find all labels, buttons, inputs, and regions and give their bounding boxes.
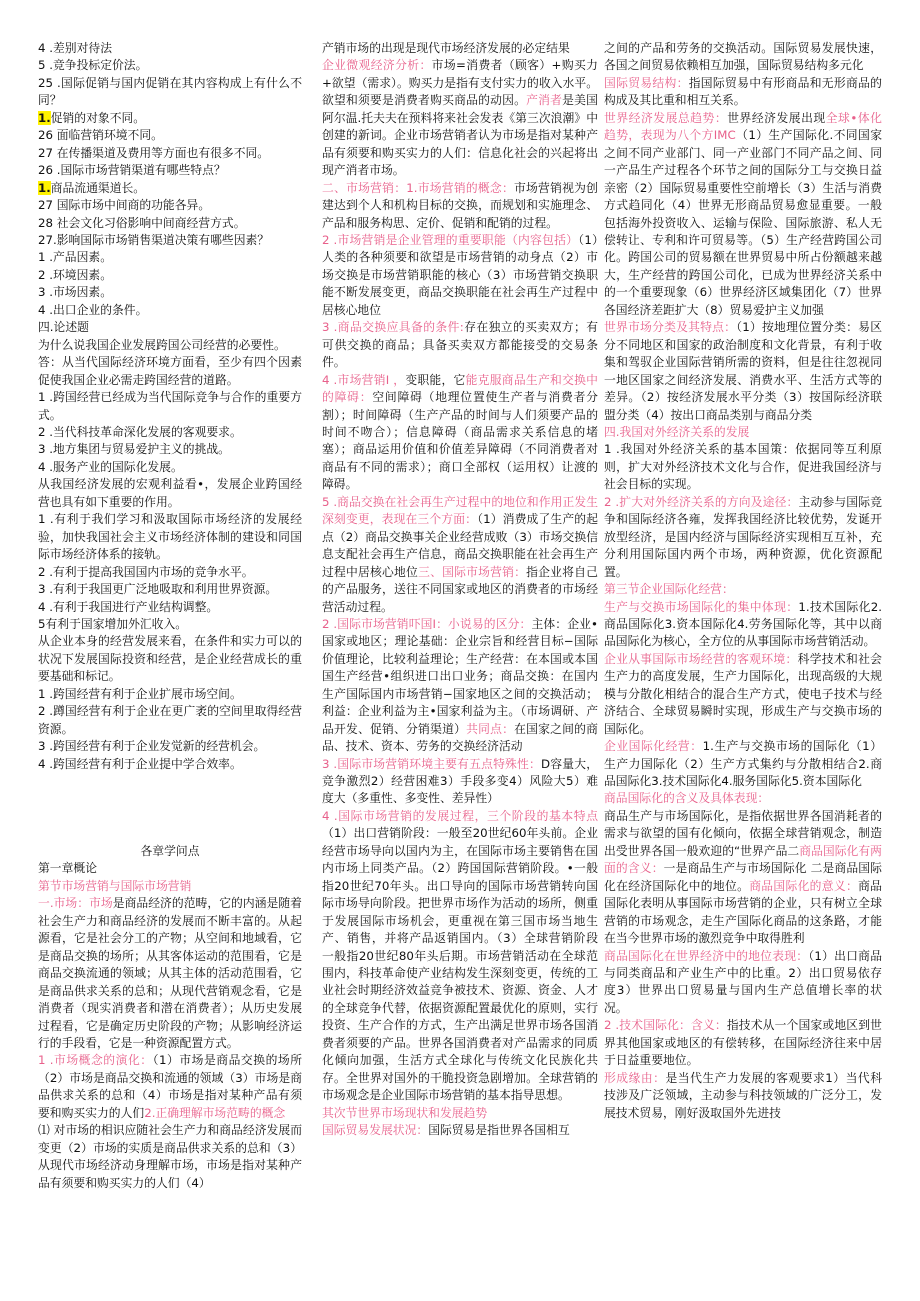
body-text: 4 .服务产业的国际化发展。 xyxy=(38,459,183,474)
paragraph xyxy=(322,756,598,808)
body-text: 产销市场的出现是现代市场经济发展的必定结果 xyxy=(322,41,570,55)
paragraph xyxy=(38,738,302,755)
highlighted-heading-text: 4 .市场营销I ， xyxy=(322,372,406,387)
highlighted-heading-text: 世界经济发展总趋势： xyxy=(604,110,728,125)
body-text: 是美国阿尔温.托夫夫在预料将来社会发表《第三次浪潮》中创建的新词。企业市场营销者认为市场是指对某种产品有须要和购买实力的人们：信息化社会的兴起将出现产消者市场。 xyxy=(322,93,598,178)
body-text: 从我国经济发展的宏观利益看•，发展企业跨国经营也具有如下重要的作用。 xyxy=(38,477,302,509)
highlighted-heading-text: 世界市场分类及其特点： xyxy=(604,320,737,335)
body-text: 第一章概论 xyxy=(38,861,97,876)
body-text: 之间的产品和劳务的交换活动。国际贸易发展快速，各国之间贸易依赖相互加强，国际贸易结构多元化 xyxy=(604,41,882,73)
body-text: 3 .地方集团与贸易爱护主义的挑战。 xyxy=(38,442,230,457)
paragraph xyxy=(38,895,302,1052)
paragraph xyxy=(38,75,302,110)
body-text: 空间障碍（地理位置使生产者与消费者分割）；时间障碍（生产产品的时间与人们须要产品的时间不吻合）；信息障碍（商品需求关系信息的堵塞）；商品运用价值和价值差异障碍（不同消费者对商品有不同的需求）；商口全部权（运用权）让渡的障碍。 xyxy=(322,390,598,492)
body-text: 2 .蹲国经营有利于企业在更广袤的空间里取得经营资源。 xyxy=(38,704,302,736)
body-text: 从企业本身的经营发展来看，在条件和实力可以的状况下发展国际投资和经营，是企业经营成长的重要基础和标记。 xyxy=(38,634,302,684)
highlighted-heading-text: 商品国际化在世界经济中的地位表现： xyxy=(604,948,809,963)
body-text: 一是商品生产与市场国际化 二是商品国际化在经济国际化中的地位。 xyxy=(604,861,882,893)
body-text: 4 .跨国经营有利于企业提中学合效率。 xyxy=(38,756,242,771)
body-text: 1 .有利于我们学习和汲取国际市场经济的发展经验，加快我国社会主义市场经济体制的建设和同国际市场经济体系的接轨。 xyxy=(38,512,302,562)
body-text: ⑴ 对市场的相识应随社会生产力和商品经济发展而变更（2）市场的实质是商品供求关系的总和（3）从现代市场经济动身理解市场，市场是指对某种产品有须要和购买实力的人们（4） xyxy=(38,1123,302,1190)
paragraph xyxy=(322,616,598,756)
paragraph xyxy=(38,441,302,458)
highlighted-heading-text: 全球•体化趋势，表现为八个方IMC xyxy=(604,110,882,143)
body-text: 1 .跨国经营有利于企业扩展市场空间。 xyxy=(38,686,242,701)
body-text: 5有利于国家增加外汇收入。 xyxy=(38,616,188,631)
highlighted-heading-text: 第节市场营销与国际市场营销 xyxy=(38,878,192,893)
highlighted-heading-text: 2 .市场营销是企业管理的重要职能（内容包括） xyxy=(322,232,579,247)
body-text: 2 .有利于提高我国国内市场的竞争水平。 xyxy=(38,564,254,579)
body-text: 5 .竞争投标定价法。 xyxy=(38,58,148,73)
paragraph xyxy=(322,180,598,232)
paragraph xyxy=(604,1017,882,1069)
paragraph xyxy=(322,1122,598,1139)
paragraph xyxy=(38,145,302,162)
paragraph xyxy=(38,215,302,232)
column-right xyxy=(604,40,882,1122)
highlighted-heading-text: 1 .市场概念的演化： xyxy=(38,1053,153,1068)
paragraph xyxy=(38,354,302,389)
body-text: 市场营销视为创建达到个人和机构目标的交换，而规划和实施理念、产品和服务构思、定价、促销和配销的过程。 xyxy=(322,180,598,230)
paragraph xyxy=(38,162,302,179)
body-text: 2 .环境因素。 xyxy=(38,267,112,282)
marked-number: 1. xyxy=(38,180,51,195)
highlighted-heading-text: 生产与交换市场国际化的集中体现： xyxy=(604,599,799,614)
column-middle xyxy=(322,40,598,1140)
body-text: 1 .产品因素。 xyxy=(38,250,112,265)
paragraph xyxy=(38,459,302,476)
highlighted-heading-text: 商品国际化的含义及具体表现： xyxy=(604,791,770,806)
body-text: 变职能，它 xyxy=(405,372,466,387)
paragraph xyxy=(38,40,302,57)
paragraph xyxy=(38,511,302,563)
highlighted-heading-text: 企业从事国际市场经营的客观环境： xyxy=(604,651,798,666)
paragraph xyxy=(38,878,302,895)
body-text: 主动参与国际竞争和国际经济各雍，发挥我国经济比较优势，发诞开放型经济，是国内经济与国际经济实现相互互补，充分利用国际国内两个市场，两种资源，优化资源配置。 xyxy=(604,494,882,579)
paragraph xyxy=(604,75,882,110)
paragraph xyxy=(322,808,598,1105)
paragraph xyxy=(322,494,598,616)
body-text: 27.影响国际市场销售渠道决策有哪些因素？ xyxy=(38,232,270,247)
paragraph xyxy=(604,948,882,1018)
body-text: 商品生产与市场国际化，是指依据世界各国消耗者的需求与欲望的国有化倾向，依据全球营销观念，制造出受世界各国一般欢迎的“世界产品二 xyxy=(604,808,882,858)
paragraph xyxy=(322,372,598,494)
column-left-upper xyxy=(38,40,302,773)
paragraph xyxy=(604,599,882,651)
body-text: （1）出口营销阶段：一般至20世纪60年头前。企业经营市场导向以国内为主，在国际市场主要销售在国内市场上同类产品。（2）跨国国际营销阶段。•一般指20世纪70年头。出口导向的国际市场营销转向国际市场导向阶段。把世界市场作为活动的场所，侧重于发展国际市场机会，更重视在第三国市场当地生产、销售，并将产品返销国内。（3）全球营销阶段 一般指20世纪80年头后期。市场营销活动在全球范围内，科技革命使产业结构发生深刻变更，传统的工业社会时期经济效益竞争被技术、资源、资金、人才的全球竞争代替，依据资源配置最优化的原则，实行投资、生产合作的方式，生产出满足世界市场各国消费者须要的产品。世界各国消费者对产品需求的同质化倾向加强，生活方式全球化与传统文化民族化共存。全世界对国外的干脆投资急剧增加。全球营销的市场观念是企业国际市场营销的基本指导思想。 xyxy=(322,826,598,1103)
body-text: 为什么说我国企业发展跨国公司经营的必要性。 xyxy=(38,337,286,352)
body-text: 1.生产与交换市场的国际化（1）生产力国际化（2）生产方式集约与分散相结合2.商品国际化3.技术国际化4.服务国际化5.资本国际化 xyxy=(604,739,882,789)
paragraph xyxy=(38,581,302,598)
paragraph xyxy=(38,1122,302,1192)
paragraph xyxy=(604,110,882,319)
paragraph xyxy=(322,40,598,57)
paragraph xyxy=(604,738,882,790)
body-text: （1）按地理位置分类：易区分不同地区和国家的政治制度和文化背景，有利于收集和驾驭企业国际营销所需的资料，但是往往忽视同一地区国家之间经济发展、消费水平、生活方式等的差异。（2）按经济发展水平分类（3）按国际经济联盟分类（4）按出口商品类别与商品分类 xyxy=(604,320,882,422)
highlighted-heading-text: 二、市场营销：1.市场营销的概念： xyxy=(322,180,514,195)
paragraph xyxy=(38,319,302,336)
body-text: 促销的对象不同。 xyxy=(50,110,146,125)
paragraph xyxy=(322,1105,598,1122)
highlighted-heading-text: 3 .国际市场营销环境主要有五点特殊性： xyxy=(322,756,541,771)
paragraph xyxy=(604,790,882,807)
highlighted-heading-text: 能克服商品生产和交换中的障碍： xyxy=(322,372,598,405)
highlighted-heading-text: 商品国际化有两面的含义： xyxy=(604,843,882,876)
paragraph xyxy=(38,110,302,127)
paragraph xyxy=(38,703,302,738)
highlighted-heading-text: 国际贸易发展状况： xyxy=(322,1123,429,1138)
highlighted-heading-text: 四.我国对外经济关系的发展 xyxy=(604,424,750,439)
body-text: 主体：企业•国家或地区；理论基础：企业宗旨和经营目标−国际价值理论，比较利益理论；生产经营：在本国或本国国生产经营•组织进口出口业务；商品交换：在国内生产国际国内市场营销−国家地区之间的交换活动；利益：企业利益为主•国家利益为主。（市场调研、产品开发、促销、分销渠道） xyxy=(322,616,598,736)
body-text: 4 .有利于我国进行产业结构调整。 xyxy=(38,599,219,614)
paragraph xyxy=(604,651,882,738)
body-text: D容量大，竞争激烈2）经营困难3）手段多变4）风险大5）难度大（多重性、多变性、差异性） xyxy=(322,756,598,806)
body-text: 是当代生产力发展的客观要求1）当代科技涉及广泛领域，主动参与科技领域的广泛分工，发展技术贸易，刚好汲取国外先进技 xyxy=(604,1070,882,1120)
highlighted-heading-text: 2 .技术国际化：含义： xyxy=(604,1018,727,1033)
highlighted-heading-text: 国际贸易结构： xyxy=(604,75,689,90)
body-text: （1）生产国际化.不同国家之间不同产业部门、同一产业部门不同产品之间、同一产品生产过程各个环节之间的国际分工与交换日益亲密（2）国际贸易重要性空前增长（3）生活与消费方式趋同化（4）世界无形商品贸易愈显重要。一般包括海外投资收入、运输与保险、国际旅游、私人无偿转让、专利和许可贸易等。（5）生产经营跨国公司化。跨国公司的贸易额在世界贸易中所占份额越来越大，生产经营的跨国公司化，已成为世界经济关系中的一个重要现象（6）世界经济区域集团化（7）世界各国经济差距扩大（8）贸易爱护主义加强 xyxy=(604,128,882,317)
paragraph xyxy=(38,1052,302,1122)
paragraph xyxy=(38,564,302,581)
highlighted-heading-text: 一.市场： xyxy=(38,896,90,911)
body-text: 是商品经济的范畴，它的内涵是随着社会生产力和商品经济的发展而不断丰富的。从起源看，它是社会分工的产物；从空间和地域看，它是商品交换的场所；从其客体运动的范围看，它是商品交换流通的领域；从其主体的活动范围看，它是商品供求关系的总和；从现代营销观念看，它是消费者（现实消费者和潜在消费者）；从历史发展过程看，它是确定历史阶段的产物；从影响经济运行的手段看，它是一种资源配置方式。 xyxy=(38,896,302,1051)
body-text: 存在独立的买卖双方；有可供交换的商品；具备买卖双方都能接受的交易条件。 xyxy=(322,320,598,370)
body-text: 指企业将自己的产品服务，送往不同国家或地区的消费者的市场经营活动过程。 xyxy=(322,564,598,614)
body-text: 商品流通渠道长。 xyxy=(50,180,146,195)
paragraph xyxy=(604,1070,882,1122)
column-left xyxy=(38,40,302,1192)
paragraph xyxy=(38,756,302,773)
paragraph xyxy=(604,424,882,441)
paragraph xyxy=(38,860,302,877)
paragraph xyxy=(604,494,882,581)
body-text: 4 .出口企业的条件。 xyxy=(38,302,148,317)
paragraph xyxy=(38,599,302,616)
highlighted-heading-text: 2 .国际市场营销吓国I：小说易的区分： xyxy=(322,616,532,631)
body-text: 26 .国际市场营销渠道有哪些特点？ xyxy=(38,163,226,178)
body-text: 在国家之间的商品、技术、资本、劳务的交换经济活动 xyxy=(322,721,598,754)
paragraph xyxy=(604,441,882,493)
paragraph xyxy=(604,319,882,424)
paragraph xyxy=(38,284,302,301)
highlighted-heading-text: 企业国际化经营： xyxy=(604,739,703,754)
paragraph xyxy=(38,197,302,214)
paragraph xyxy=(38,476,302,511)
paragraph xyxy=(38,267,302,284)
body-text: 商品国际化表明从事国际市场营销的企业，只有树立全球营销的市场观念，走生产国际化商品的这条路，才能在当今世界市场的激烈竞争中取得胜利 xyxy=(604,878,882,946)
body-text: 28 社会文化习俗影响中间商经营方式。 xyxy=(38,215,246,230)
highlighted-heading-text: 企业微观经济分析： xyxy=(322,58,432,73)
body-text: 四.论述题 xyxy=(38,320,89,335)
paragraph xyxy=(322,57,598,179)
body-text: 2 .当代科技革命深化发展的客观要求。 xyxy=(38,424,242,439)
chapter-knowledge-title: 各章学问点 xyxy=(140,844,200,859)
paragraph xyxy=(604,808,882,948)
highlighted-heading-text: 2.正确理解市场范畴的概念 xyxy=(144,1105,286,1120)
highlighted-heading-text: 其次节世界市场现状和发展趋势 xyxy=(322,1105,488,1120)
paragraph xyxy=(604,581,882,598)
body-text: 3 .市场因素。 xyxy=(38,285,112,300)
highlighted-heading-text: 2 .扩大对外经济关系的方向及途径： xyxy=(604,494,799,509)
paragraph xyxy=(38,389,302,424)
paragraph xyxy=(38,633,302,685)
section-gap xyxy=(38,773,302,843)
highlighted-heading-text: 4 .国际市场营销的发展过程，三个阶段的基本特点 xyxy=(322,808,598,823)
paragraph xyxy=(38,424,302,441)
paragraph xyxy=(322,232,598,319)
body-text: 1 .我国对外经济关系的基本国策：依据同等互利原则，扩大对外经济技术文化与合作，促进我国经济与社会目标的实现。 xyxy=(604,442,882,492)
highlighted-heading-text: 共同点： xyxy=(466,721,515,736)
paragraph xyxy=(38,127,302,144)
body-text: （1）人类的各种须要和欲望是市场营销的动身点（2）市场交换是市场营销职能的核心（3）市场营销交换职能不断发展变更，商品交换职能在社会再生产过程中居核心地位 xyxy=(322,232,598,317)
highlighted-heading-text: 产消者 xyxy=(526,93,563,108)
body-text: 4 .差别对待法 xyxy=(38,41,112,55)
body-text: （1）出口商品与同类商品和产业生产中的比重。2）出口贸易依存度3）世界出口贸易量与国内生产总值增长率的状况。 xyxy=(604,948,882,1015)
body-text: （1）消费成了生产的起点（2）商品交换事关企业经营成败（3）市场交换信息支配社会再生产信息，商品交换职能在社会再生产过程中居核心地位 xyxy=(322,512,598,579)
marked-number: 1. xyxy=(38,110,51,125)
highlighted-heading-text: 第三节企业国际化经营： xyxy=(604,582,734,597)
paragraph xyxy=(604,40,882,75)
body-text: 市场=消费者（顾客）+购买力+欲望（需求）。购买力是指有支付实力的收入水平。欲望和须要是消费者购买商品的动因。 xyxy=(322,58,598,108)
paragraph xyxy=(38,57,302,74)
body-text: 1.技术国际化2.商品国际化3.资本国际化4.劳务国际化等，其中以商品国际化为核心，全方位的从事国际市场营销活动。 xyxy=(604,599,882,649)
body-text: 答：从当代国际经济环境方面看，至少有四个因素促使我国企业必需走跨国经营的道路。 xyxy=(38,355,302,387)
paragraph xyxy=(38,337,302,354)
highlighted-heading-text: 商品国际化的意义： xyxy=(749,878,859,893)
highlighted-heading-text: 3 .商品交换应具备的条件: xyxy=(322,320,464,335)
highlighted-heading-text: 三、国际市场营销： xyxy=(418,564,527,579)
column-left-lower xyxy=(38,860,302,1192)
paragraph xyxy=(38,302,302,319)
paragraph xyxy=(322,319,598,371)
body-text: 指国际贸易中有形商品和无形商品的构成及其比重和相互关系。 xyxy=(604,75,882,108)
paragraph xyxy=(38,616,302,633)
body-text: 27 国际市场中间商的功能各异。 xyxy=(38,198,211,213)
body-text: （1）市场是商品交换的场所（2）市场是商品交换和流通的领域（3）市场是商品供求关系的总和（4）市场是指对某种产品有须要和购买实力的人们 xyxy=(38,1053,303,1120)
body-text: 指技术从一个国家或地区到世界其他国家或地区的有偿转移，在国际经济往来中居于日益重要地位。 xyxy=(604,1018,882,1068)
body-text: 25 .国际促销与国内促销在其内容构成上有什么不同？ xyxy=(38,75,302,108)
body-text: 26 面临营销环境不同。 xyxy=(38,128,163,143)
paragraph xyxy=(38,686,302,703)
body-text: 科学技术和社会生产力的高度发展，生产力国际化，出现高级的大规模与分散化相结合的混合生产方式，使电子技术与经济结合、全球贸易瞬时实现，形成生产与交换市场的国际化。 xyxy=(604,651,882,736)
highlighted-heading-text: 市场 xyxy=(89,896,113,911)
body-text: 3 .跨国经营有利于企业发觉新的经营机会。 xyxy=(38,739,266,754)
highlighted-heading-text: 5 .商品交换在社会再生产过程中的地位和作用正发生深刻变更，表现在三个方面： xyxy=(322,494,598,527)
body-text: 1 .跨国经营已经成为当代国际竞争与合作的重要方式。 xyxy=(38,390,302,422)
body-text: 国际贸易是指世界各国相互 xyxy=(428,1123,570,1138)
body-text: 世界经济发展出现 xyxy=(727,110,826,125)
body-text: 3 .有利于我国更广泛地吸取和利用世界资源。 xyxy=(38,582,278,597)
paragraph xyxy=(38,249,302,266)
paragraph xyxy=(38,180,302,197)
paragraph xyxy=(38,232,302,249)
body-text: 27 在传播渠道及费用等方面也有很多不同。 xyxy=(38,145,270,160)
highlighted-heading-text: 形成缘由： xyxy=(604,1070,666,1085)
